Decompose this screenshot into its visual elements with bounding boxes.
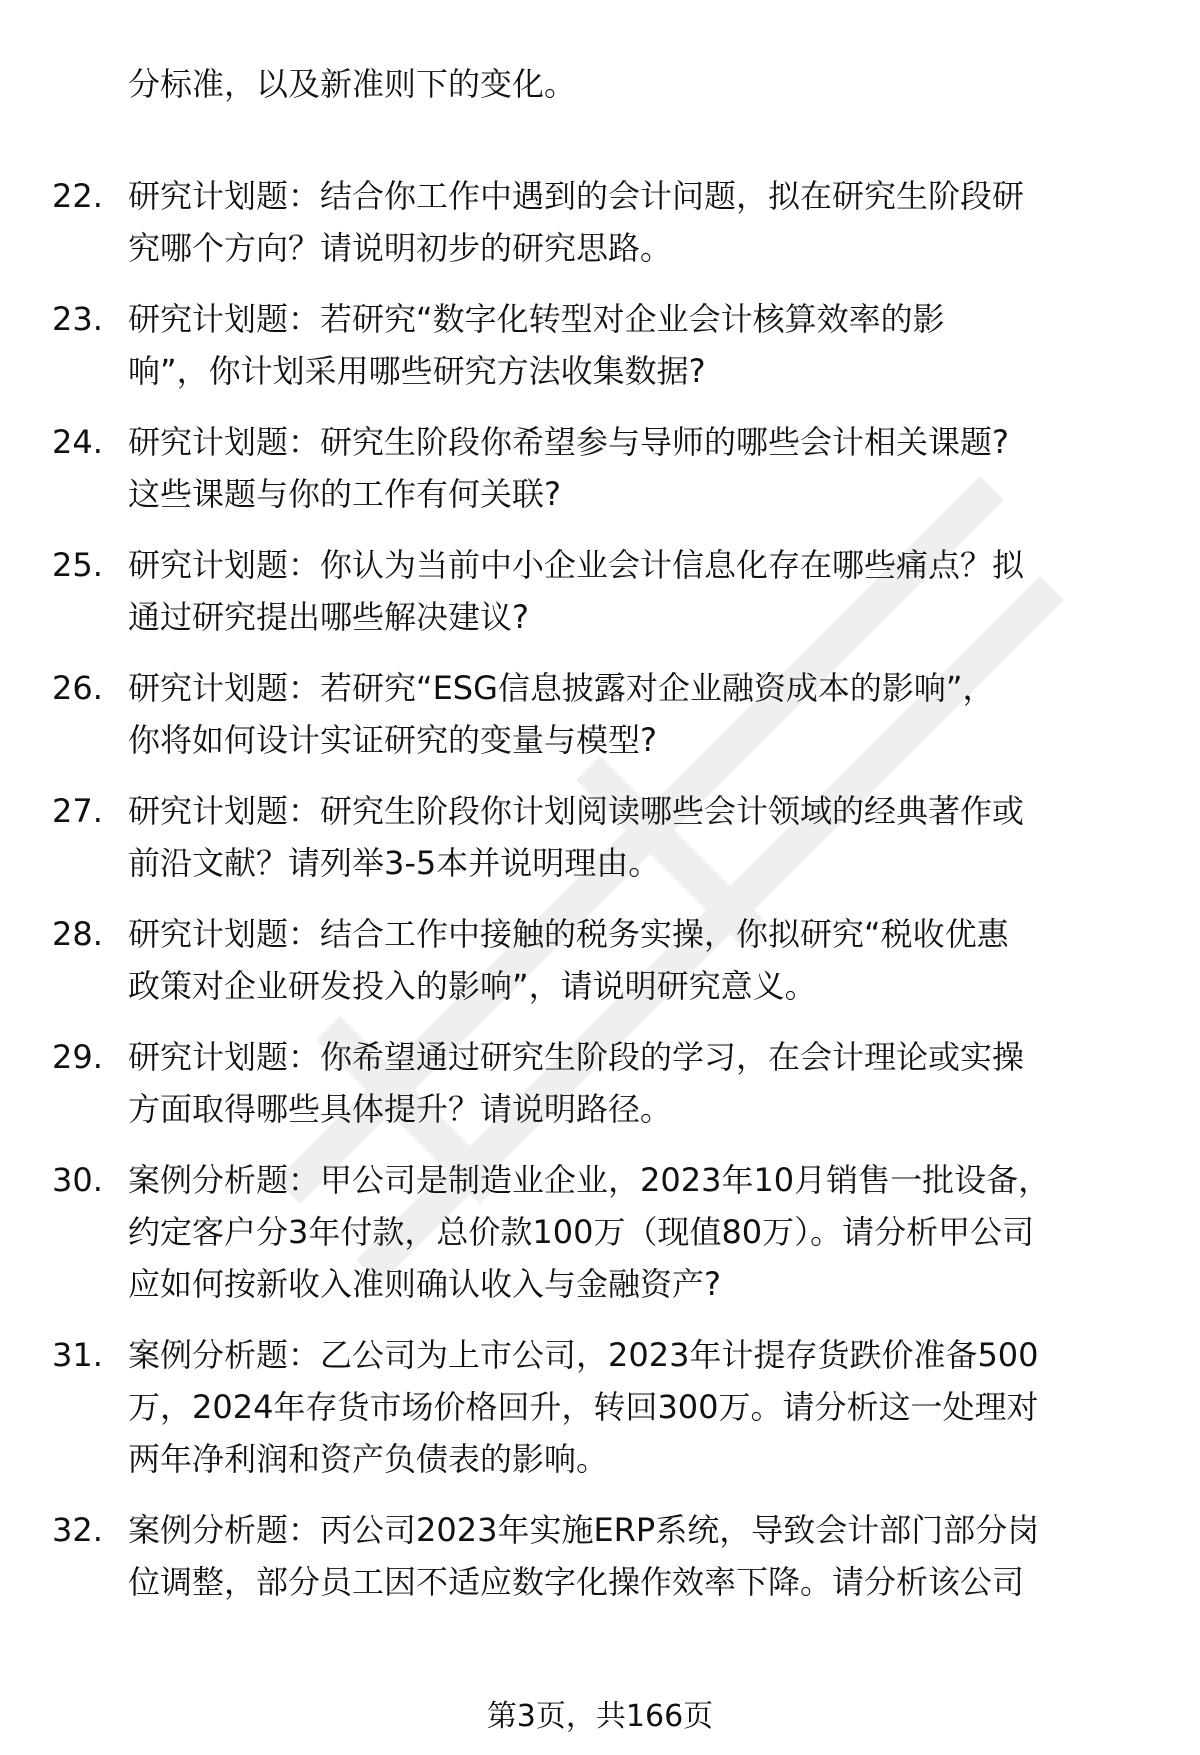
item-line: 约定客户分3年付款，总价款100万（现值80万）。请分析甲公司 bbox=[128, 1213, 1035, 1251]
item-number: 29. bbox=[52, 1038, 103, 1076]
item-number: 30. bbox=[52, 1161, 103, 1199]
item-line: 研究计划题：若研究“数字化转型对企业会计核算效率的影 bbox=[128, 300, 945, 338]
item-text bbox=[128, 662, 1158, 766]
item-number: 31. bbox=[52, 1336, 103, 1374]
item-text bbox=[128, 1504, 1158, 1608]
item-line: 案例分析题：甲公司是制造业企业，2023年10月销售一批设备， bbox=[128, 1161, 1051, 1199]
item-text bbox=[128, 539, 1158, 643]
item-line: 研究计划题：结合工作中接触的税务实操，你拟研究“税收优惠 bbox=[128, 915, 1009, 953]
item-line: 研究计划题：你认为当前中小企业会计信息化存在哪些痛点？拟 bbox=[128, 546, 1025, 584]
item-text bbox=[128, 908, 1158, 1012]
item-text bbox=[128, 293, 1158, 397]
item-number: 26. bbox=[52, 669, 103, 707]
item-line: 政策对企业研发投入的影响”，请说明研究意义。 bbox=[128, 967, 817, 1005]
item-line: 万，2024年存货市场价格回升，转回300万。请分析这一处理对 bbox=[128, 1388, 1039, 1426]
item-line: 响”，你计划采用哪些研究方法收集数据? bbox=[128, 352, 706, 390]
item-line: 案例分析题：丙公司2023年实施ERP系统，导致会计部门部分岗 bbox=[128, 1511, 1040, 1549]
item-line: 通过研究提出哪些解决建议? bbox=[128, 598, 529, 636]
item-line: 方面取得哪些具体提升？请说明路径。 bbox=[128, 1090, 673, 1128]
item-line: 研究计划题：结合你工作中遇到的会计问题，拟在研究生阶段研 bbox=[128, 177, 1025, 215]
item-number: 25. bbox=[52, 546, 103, 584]
page-footer: 第3页，共166页 bbox=[486, 1699, 714, 1734]
item-line: 研究计划题：若研究“ESG信息披露对企业融资成本的影响”， bbox=[128, 669, 995, 707]
item-text bbox=[128, 1154, 1158, 1310]
item-text bbox=[128, 1031, 1158, 1135]
item-line: 应如何按新收入准则确认收入与金融资产? bbox=[128, 1265, 721, 1303]
item-number: 22. bbox=[52, 177, 103, 215]
item-line: 研究计划题：研究生阶段你计划阅读哪些会计领域的经典著作或 bbox=[128, 792, 1025, 830]
item-number: 24. bbox=[52, 423, 103, 461]
continuation-line: 分标准，以及新准则下的变化。 bbox=[128, 65, 577, 103]
item-line: 两年净利润和资产负债表的影响。 bbox=[128, 1440, 609, 1478]
item-line: 研究计划题：研究生阶段你希望参与导师的哪些会计相关课题? bbox=[128, 423, 1009, 461]
item-text bbox=[128, 1329, 1158, 1485]
item-line: 位调整，部分员工因不适应数字化操作效率下降。请分析该公司 bbox=[128, 1563, 1025, 1601]
item-number: 27. bbox=[52, 792, 103, 830]
item-number: 28. bbox=[52, 915, 103, 953]
item-line: 研究计划题：你希望通过研究生阶段的学习，在会计理论或实操 bbox=[128, 1038, 1025, 1076]
item-line: 究哪个方向？请说明初步的研究思路。 bbox=[128, 229, 673, 267]
item-number: 23. bbox=[52, 300, 103, 338]
item-line: 前沿文献？请列举3-5本并说明理由。 bbox=[128, 844, 661, 882]
item-number: 32. bbox=[52, 1511, 103, 1549]
item-line: 这些课题与你的工作有何关联? bbox=[128, 475, 561, 513]
item-line: 案例分析题：乙公司为上市公司，2023年计提存货跌价准备500 bbox=[128, 1336, 1039, 1374]
item-text bbox=[128, 785, 1158, 889]
item-text bbox=[128, 170, 1158, 274]
item-line: 你将如何设计实证研究的变量与模型? bbox=[128, 721, 657, 759]
item-text bbox=[128, 416, 1158, 520]
